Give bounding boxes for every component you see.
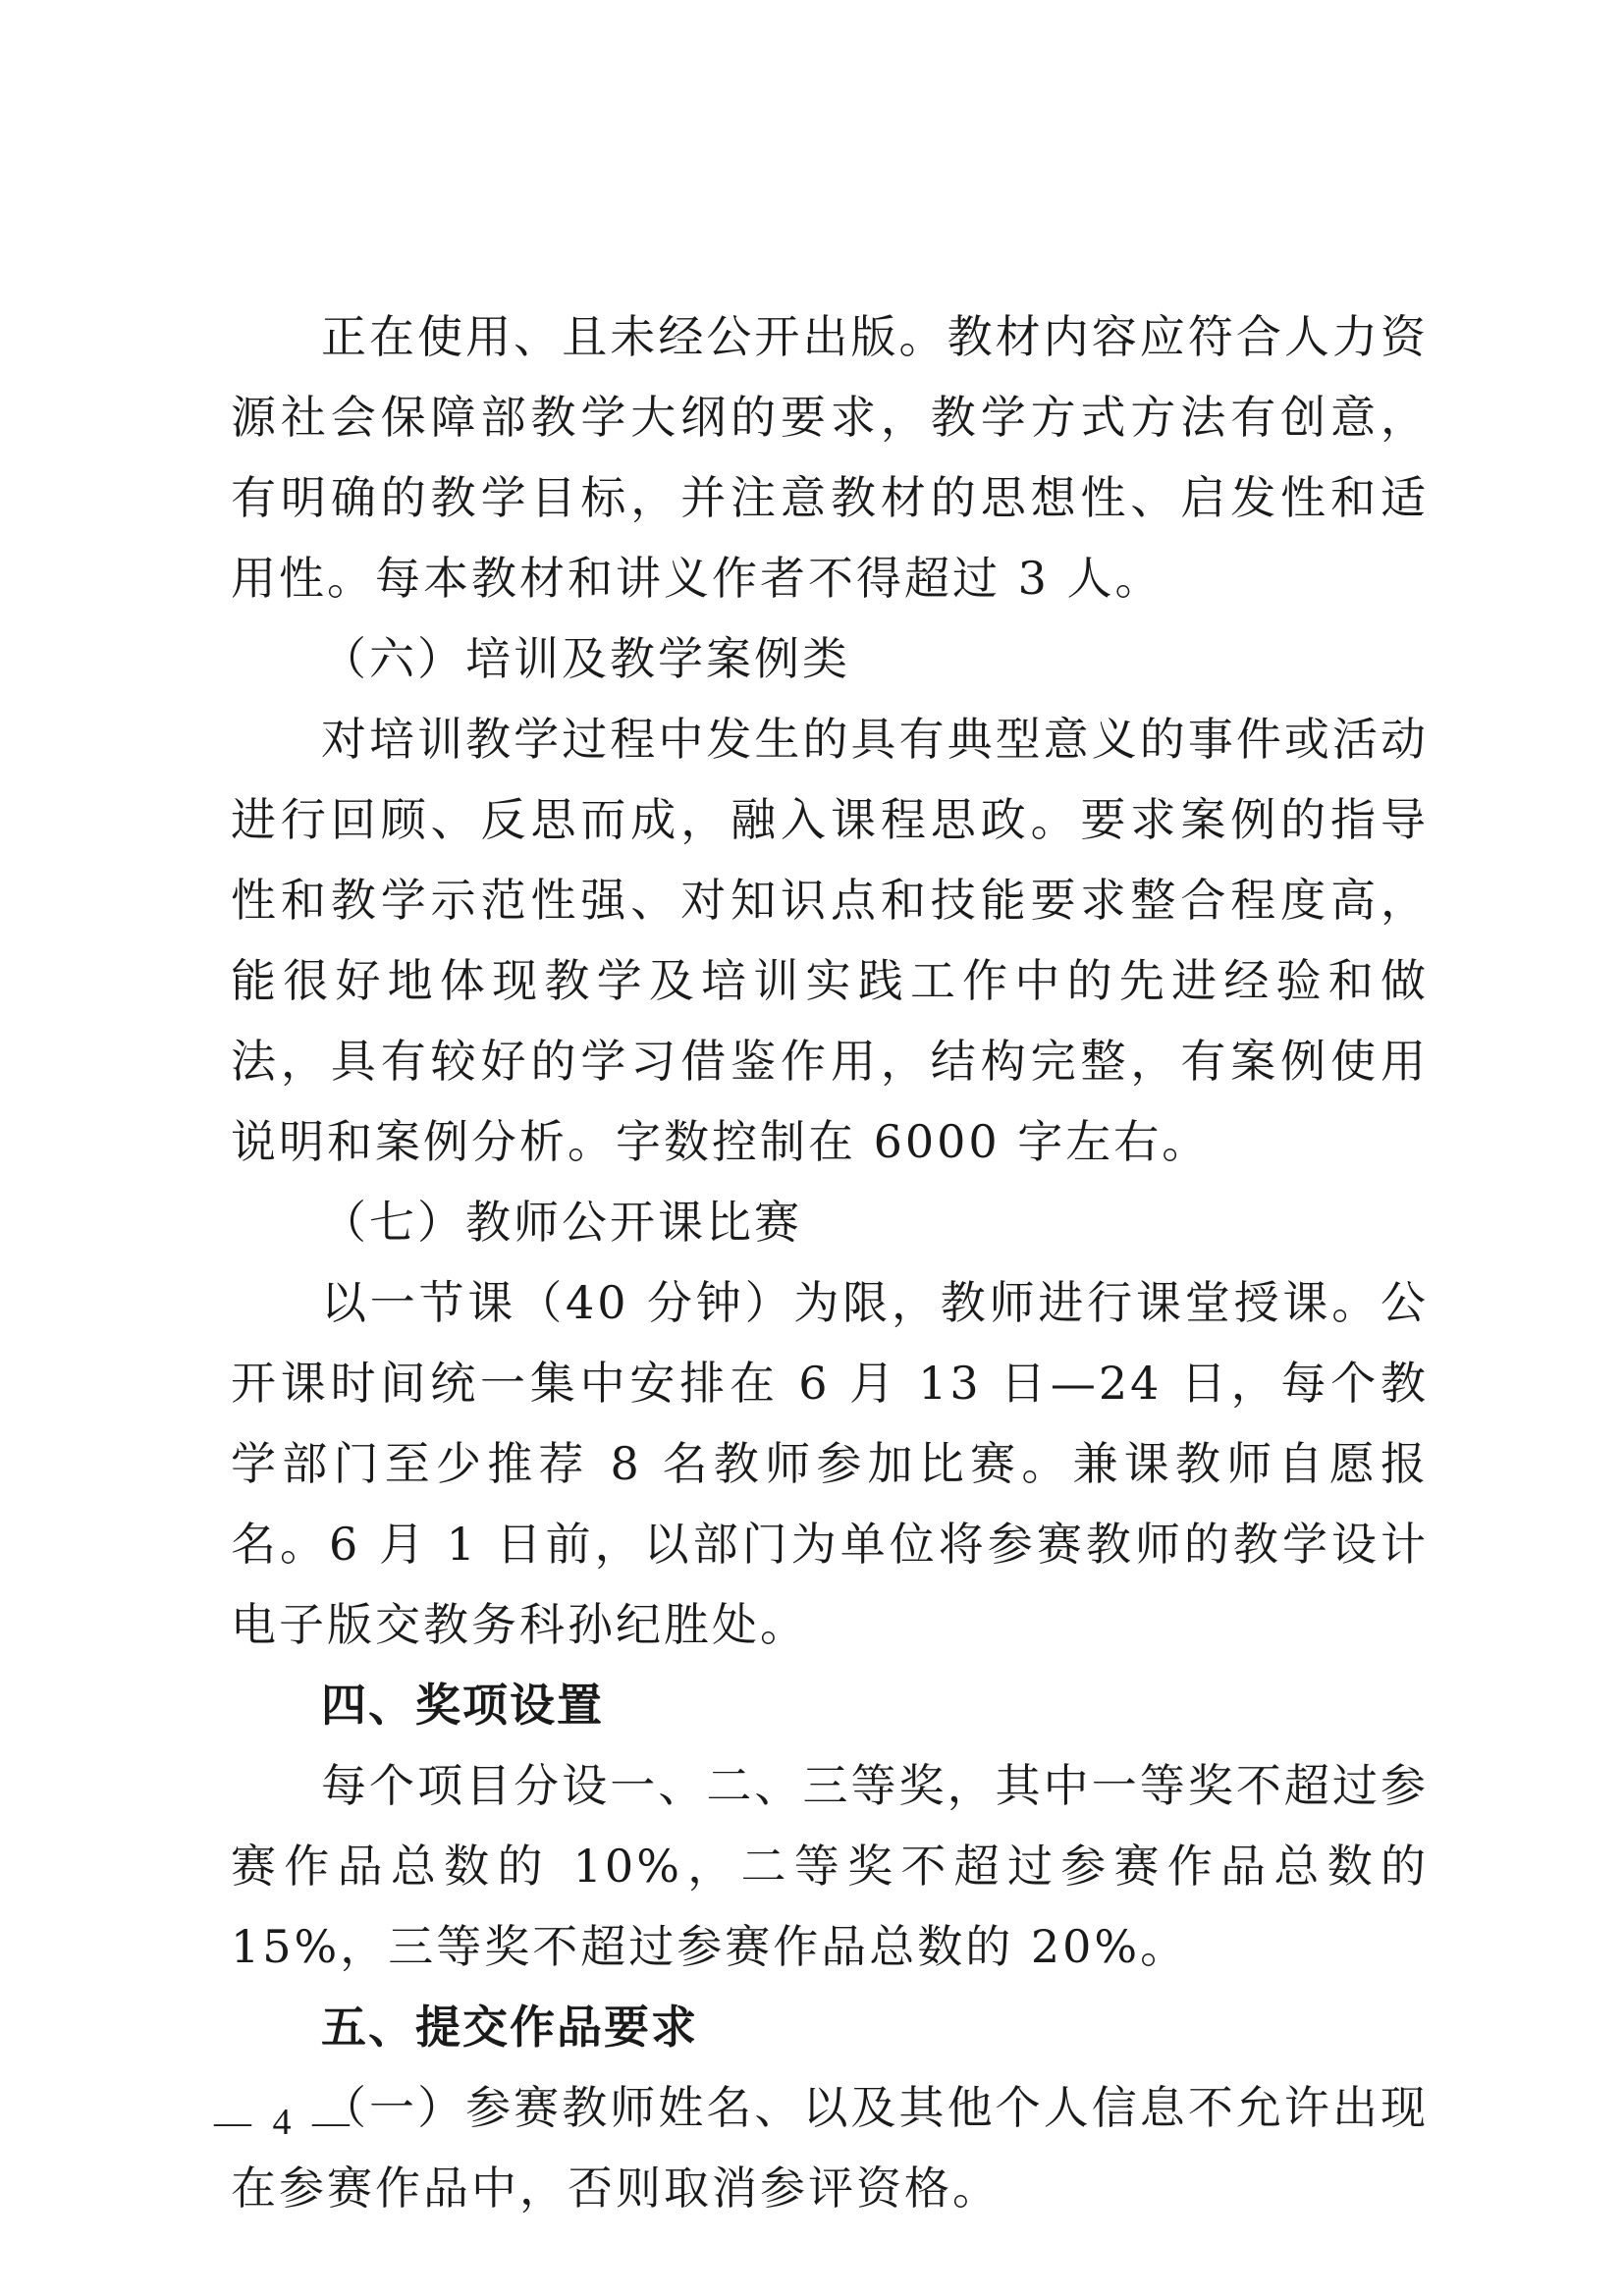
document-body [231,296,1429,2228]
paragraph-teaching-cases: 对培训教学过程中发生的具有典型意义的事件或活动进行回顾、反思而成，融入课程思政。要求案例的指导性和教学示范性强、对知识点和技能要求整合程度高，能很好地体现教学及培训实践工作中的先进经验和做法，具有较好的学习借鉴作用，结构完整，有案例使用说明和案例分析。字数控制在 6000 字左右。 [231,713,1429,1168]
paragraph-awards: 每个项目分设一、二、三等奖，其中一等奖不超过参赛作品总数的 10%，二等奖不超过参赛作品总数的 15%，三等奖不超过参赛作品总数的 20%。 [231,1759,1429,1973]
page-number: — 4 — [214,2102,355,2143]
section-heading-awards: 四、奖项设置 [321,1679,604,1732]
paragraph-submission-requirement-1: （一）参赛教师姓名、以及其他个人信息不允许出现在参赛作品中，否则取消参评资格。 [231,2081,1429,2215]
paragraph-textbook-requirements: 正在使用、且未经公开出版。教材内容应符合人力资源社会保障部教学大纲的要求，教学方式方法有创意，有明确的教学目标，并注意教材的思想性、启发性和适用性。每本教材和讲义作者不得超过 3 人。 [231,310,1429,605]
section-heading-submission-requirements: 五、提交作品要求 [321,2001,698,2054]
section-heading-open-class-competition: （七）教师公开课比赛 [321,1196,802,1249]
paragraph-open-class-competition: 以一节课（40 分钟）为限，教师进行课堂授课。公开课时间统一集中安排在 6 月 13 日—24 日，每个教学部门至少推荐 8 名教师参加比赛。兼课教师自愿报名。6 月 1 日前，以部门为单位将参赛教师的教学设计电子版交教务科孙纪胜处。 [231,1276,1429,1651]
section-heading-teaching-cases: （六）培训及教学案例类 [321,632,850,685]
